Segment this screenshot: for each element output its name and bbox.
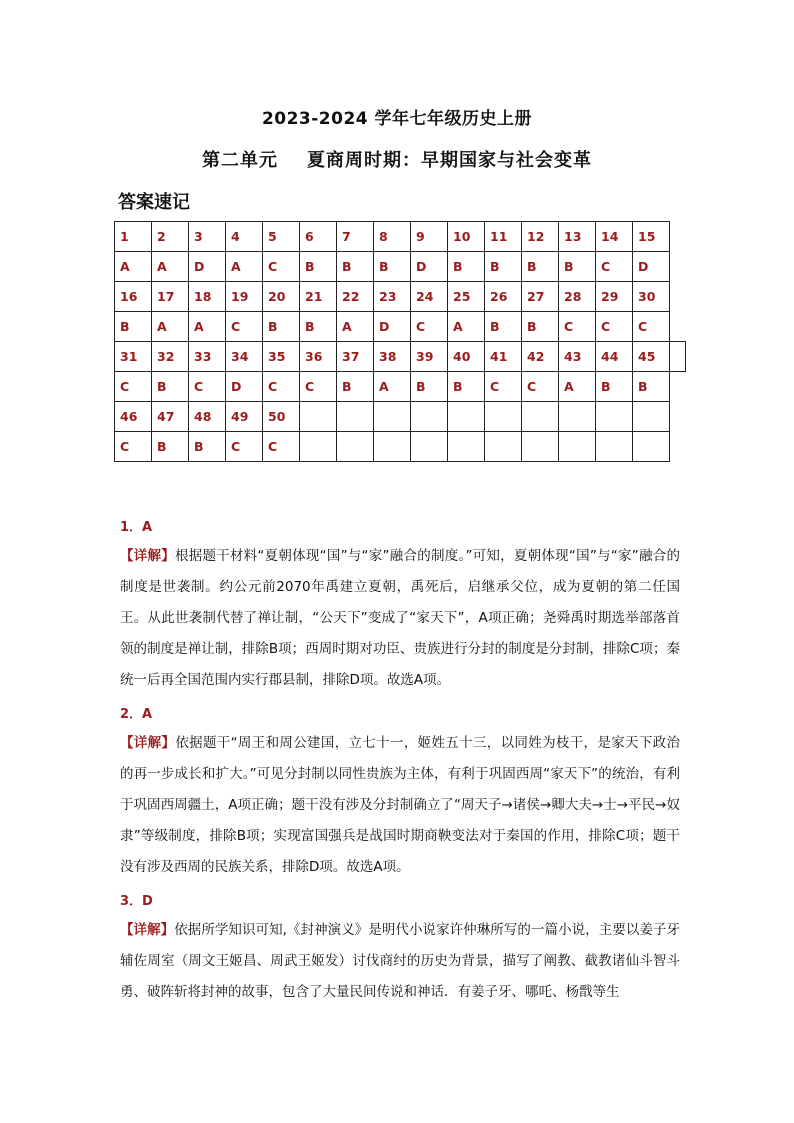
question-number-cell: 41 (485, 342, 522, 372)
question-number-cell: 32 (152, 342, 189, 372)
answer-quick-heading: 答案速记 (118, 192, 190, 213)
question-number-cell: 37 (337, 342, 374, 372)
table-extra-cell (670, 402, 686, 432)
question-number-cell: 3 (189, 222, 226, 252)
answer-cell: B (485, 312, 522, 342)
question-number-cell: 34 (226, 342, 263, 372)
question-number-cell (300, 402, 337, 432)
table-extra-cell (670, 312, 686, 342)
question-number-cell: 1 (115, 222, 152, 252)
explanation-text: 根据题干材料“夏朝体现“国”与“家”融合的制度。”可知，夏朝体现“国”与“家”融合的制度是世袭制。约公元前2070年禹建立夏朝，禹死后，启继承父位，成为夏朝的第二任国王。从此世袭制代替了禅让制，“公天下”变成了“家天下”，A项正确；尧舜禹时期选举部落首领的制度是禅让制，排除B项；西周时期对功臣、贵族进行分封的制度是分封制，排除C项；秦统一后再全国范围内实行郡县制，排除D项。故选A项。 (120, 548, 680, 688)
answer-cell: B (485, 252, 522, 282)
answer-cell (374, 432, 411, 462)
answer-cell (633, 432, 670, 462)
answer-cell: B (633, 372, 670, 402)
answer-cell: B (189, 432, 226, 462)
answer-cell: D (374, 312, 411, 342)
answer-cell: A (559, 372, 596, 402)
answer-cell: B (522, 312, 559, 342)
question-number-cell: 25 (448, 282, 485, 312)
question-number-cell: 24 (411, 282, 448, 312)
question-number-cell: 39 (411, 342, 448, 372)
explanation-text: 依据所学知识可知,《封神演义》是明代小说家许仲琳所写的一篇小说，主要以姜子牙辅佐周室（周文王姬昌、周武王姬发）讨伐商纣的历史为背景，描写了阐教、截教诸仙斗智斗勇、破阵斩将封神的故事，包含了大量民间传说和神话．有姜子牙、哪吒、杨戬等生 (120, 922, 680, 1000)
answer-cell: C (115, 372, 152, 402)
question-number-cell (337, 402, 374, 432)
question-number-cell: 4 (226, 222, 263, 252)
question-number-cell: 44 (596, 342, 633, 372)
answer-cell: C (263, 372, 300, 402)
answer-cell: B (448, 252, 485, 282)
question-number-cell: 16 (115, 282, 152, 312)
answer-cell: B (522, 252, 559, 282)
question-number-cell: 18 (189, 282, 226, 312)
answer-row (115, 312, 686, 342)
question-number-row (115, 282, 686, 312)
question-number-cell: 5 (263, 222, 300, 252)
answer-cell: A (337, 312, 374, 342)
answer-cell: C (300, 372, 337, 402)
document-title: 2023-2024 学年七年级历史上册 (261, 109, 533, 129)
answer-row (115, 432, 686, 462)
question-number-cell: 9 (411, 222, 448, 252)
question-number-cell: 48 (189, 402, 226, 432)
question-number-cell: 23 (374, 282, 411, 312)
question-number-cell: 20 (263, 282, 300, 312)
answer-cell: D (189, 252, 226, 282)
question-number-cell (374, 402, 411, 432)
question-number-cell (596, 402, 633, 432)
answer-cell: A (152, 312, 189, 342)
answer-cell: C (226, 432, 263, 462)
question-number-cell: 40 (448, 342, 485, 372)
answer-cell: C (115, 432, 152, 462)
answer-cell: B (596, 372, 633, 402)
answer-row (115, 372, 686, 402)
question-number-cell: 17 (152, 282, 189, 312)
question-number-cell: 50 (263, 402, 300, 432)
answer-cell: C (226, 312, 263, 342)
question-3-heading: 3．D (120, 894, 153, 909)
question-number-cell: 22 (337, 282, 374, 312)
question-number-cell (522, 402, 559, 432)
answer-cell: C (596, 312, 633, 342)
question-number-cell: 49 (226, 402, 263, 432)
question-number-cell (633, 402, 670, 432)
table-extra-cell (670, 252, 686, 282)
answer-cell: C (633, 312, 670, 342)
question-number-cell: 26 (485, 282, 522, 312)
question-number-cell: 27 (522, 282, 559, 312)
question-number-cell: 45 (633, 342, 670, 372)
answer-cell: B (115, 312, 152, 342)
question-number-cell: 35 (263, 342, 300, 372)
answer-cell: A (226, 252, 263, 282)
answer-cell: B (411, 372, 448, 402)
answer-cell: C (522, 372, 559, 402)
answer-cell: C (189, 372, 226, 402)
answer-cell: A (152, 252, 189, 282)
answer-cell: A (374, 372, 411, 402)
answer-cell (522, 432, 559, 462)
question-number-cell (411, 402, 448, 432)
question-number-cell: 36 (300, 342, 337, 372)
answer-cell (596, 432, 633, 462)
table-extra-cell (670, 342, 686, 372)
answer-cell (448, 432, 485, 462)
answer-cell: A (115, 252, 152, 282)
answer-cell: C (411, 312, 448, 342)
answer-cell (300, 432, 337, 462)
answer-cell: D (633, 252, 670, 282)
question-number-cell: 6 (300, 222, 337, 252)
question-number-row (115, 222, 686, 252)
question-number-cell: 12 (522, 222, 559, 252)
question-number-cell: 43 (559, 342, 596, 372)
answer-cell: A (189, 312, 226, 342)
answer-cell (337, 432, 374, 462)
question-number-cell: 21 (300, 282, 337, 312)
answer-table (114, 221, 686, 462)
question-number-cell: 28 (559, 282, 596, 312)
answer-cell (559, 432, 596, 462)
table-extra-cell (670, 432, 686, 462)
answer-cell: C (559, 312, 596, 342)
question-number-row (115, 342, 686, 372)
question-number-cell: 46 (115, 402, 152, 432)
answer-cell: D (226, 372, 263, 402)
question-number-cell: 2 (152, 222, 189, 252)
answer-cell: C (596, 252, 633, 282)
question-number-cell: 7 (337, 222, 374, 252)
question-number-cell: 31 (115, 342, 152, 372)
question-1-explanation (120, 541, 680, 696)
question-number-cell: 42 (522, 342, 559, 372)
question-number-cell: 10 (448, 222, 485, 252)
question-2-heading: 2．A (120, 707, 153, 722)
question-number-cell: 13 (559, 222, 596, 252)
answer-cell (485, 432, 522, 462)
explanation-text: 依据题干“周王和周公建国，立七十一，姬姓五十三，以同姓为枝干，是家天下政治的再一步成长和扩大。”可见分封制以同性贵族为主体，有利于巩固西周“家天下”的统治，有利于巩固西周疆土，A项正确；题干没有涉及分封制确立了“周天子→诸侯→卿大夫→士→平民→奴隶”等级制度，排除B项；实现富国强兵是战国时期商鞅变法对于秦国的作用，排除C项；题干没有涉及西周的民族关系，排除D项。故选A项。 (120, 735, 681, 875)
question-number-cell (448, 402, 485, 432)
answer-cell: A (448, 312, 485, 342)
answer-cell: C (263, 432, 300, 462)
question-number-cell: 15 (633, 222, 670, 252)
unit-title: 第二单元 夏商周时期：早期国家与社会变革 (201, 150, 593, 171)
answer-row (115, 252, 686, 282)
question-number-row (115, 402, 686, 432)
question-number-cell: 8 (374, 222, 411, 252)
explanation-tag: 【详解】 (120, 922, 175, 938)
question-number-cell (559, 402, 596, 432)
explanation-tag: 【详解】 (120, 735, 176, 751)
question-number-cell: 33 (189, 342, 226, 372)
question-2-explanation (120, 728, 680, 883)
answer-cell: B (152, 372, 189, 402)
question-number-cell: 47 (152, 402, 189, 432)
question-number-cell: 14 (596, 222, 633, 252)
answer-cell: C (485, 372, 522, 402)
answer-cell: B (448, 372, 485, 402)
answer-cell (411, 432, 448, 462)
answer-cell: C (263, 252, 300, 282)
answer-cell: B (337, 252, 374, 282)
table-extra-cell (670, 282, 686, 312)
question-number-cell (485, 402, 522, 432)
question-number-cell: 30 (633, 282, 670, 312)
table-extra-cell (670, 372, 686, 402)
answer-cell: B (152, 432, 189, 462)
answer-cell: D (411, 252, 448, 282)
table-extra-cell (670, 222, 686, 252)
question-3-explanation (120, 915, 680, 1008)
answer-cell: B (263, 312, 300, 342)
answer-cell: B (300, 312, 337, 342)
question-number-cell: 29 (596, 282, 633, 312)
answer-cell: B (300, 252, 337, 282)
answer-cell: B (337, 372, 374, 402)
question-number-cell: 19 (226, 282, 263, 312)
question-number-cell: 11 (485, 222, 522, 252)
answer-cell: B (559, 252, 596, 282)
question-1-heading: 1．A (120, 520, 153, 535)
question-number-cell: 38 (374, 342, 411, 372)
explanation-tag: 【详解】 (120, 548, 175, 564)
answer-cell: B (374, 252, 411, 282)
